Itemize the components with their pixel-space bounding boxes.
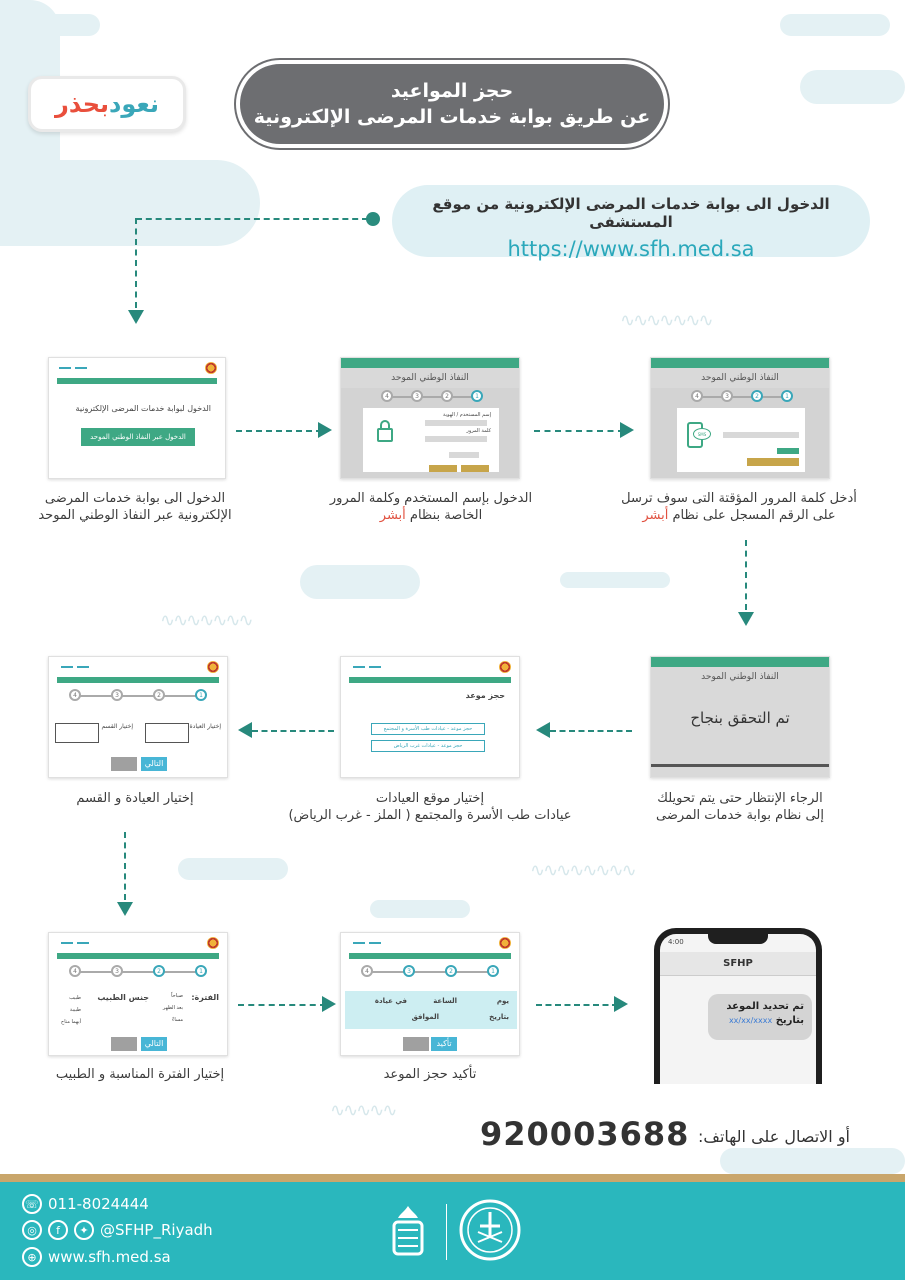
bg-blob <box>560 572 670 588</box>
progress-step-active: 3 <box>403 965 415 977</box>
lock-shackle <box>380 420 390 430</box>
step8-line1: تأكيد حجز الموعد <box>383 1067 477 1082</box>
flow-connector <box>136 218 368 220</box>
choose-dept-label: إختيار القسم <box>101 723 133 730</box>
progress-line <box>73 695 203 697</box>
bg-wave: ∿∿∿∿∿∿∿ <box>160 610 252 631</box>
next-button[interactable]: التالي <box>141 757 167 771</box>
emblem-divider <box>446 1204 447 1260</box>
moh-logo-icon <box>499 661 511 673</box>
globe-icon: ⊕ <box>22 1247 42 1267</box>
sms-message <box>708 994 812 1040</box>
step6-caption <box>30 790 240 807</box>
username-label: إسم المستخدم / الهوية <box>443 412 491 418</box>
bg-blob <box>20 14 100 36</box>
phone-notch <box>708 934 768 944</box>
screen-clinic-dept <box>48 656 228 778</box>
progress-line <box>695 396 791 398</box>
contact-label: أو الاتصال على الهاتف: <box>698 1127 850 1146</box>
login-button[interactable] <box>429 465 457 472</box>
next-button[interactable]: التالي <box>141 1037 167 1051</box>
facebook-icon[interactable]: f <box>48 1220 68 1240</box>
step8-caption <box>320 1066 540 1083</box>
progress-step: 3 <box>111 965 123 977</box>
dept-select[interactable] <box>55 723 99 743</box>
captcha-field[interactable] <box>449 452 479 458</box>
back-button[interactable] <box>111 757 137 771</box>
decor-line <box>353 666 365 668</box>
step7-line1: إختيار الفترة المناسبة و الطبيب <box>55 1067 225 1082</box>
progress-step: 4 <box>69 689 81 701</box>
bg-wave: ∿∿∿∿∿∿∿ <box>620 310 712 331</box>
confirm-clinic-label: في عيادة <box>374 997 407 1005</box>
bg-wave: ∿∿∿∿∿∿∿∿ <box>530 860 635 881</box>
progress-step: 2 <box>441 390 453 402</box>
step7-caption <box>30 1066 250 1083</box>
progress-step-done: 1 <box>195 965 207 977</box>
sms-date: xx/xx/xxxx <box>728 1016 773 1025</box>
arrow-down-icon <box>128 310 144 324</box>
arrow-down-icon <box>738 612 754 626</box>
flow-connector <box>135 218 137 308</box>
step3-line2 <box>608 507 870 524</box>
instagram-icon[interactable]: ◎ <box>22 1220 42 1240</box>
decor-line <box>75 367 87 369</box>
contact-phone <box>480 1115 850 1155</box>
moh-logo-icon <box>499 937 511 949</box>
lock-icon <box>377 428 393 442</box>
footer-phone[interactable]: 011-8024444 <box>48 1195 149 1213</box>
progress-step-active: 2 <box>153 965 165 977</box>
step3-caption <box>608 490 870 524</box>
step4-caption <box>620 790 860 824</box>
step4-line2: إلى نظام بوابة خدمات المرضى <box>656 808 824 823</box>
portal-title-text: الدخول لبوابة خدمات المرضى الإلكترونية <box>75 404 211 413</box>
flow-start-dot <box>366 212 380 226</box>
confirm-time-label: الساعة <box>433 997 457 1005</box>
ministry-emblem-icon <box>458 1198 522 1262</box>
password-field[interactable] <box>425 436 487 442</box>
screen-header-bar <box>57 378 217 384</box>
phone-sms-preview <box>654 928 822 1084</box>
title-line-2: عن طريق بوابة خدمات المرضى الإلكترونية <box>253 106 651 128</box>
bg-wave: ∿∿∿∿∿ <box>330 1100 396 1121</box>
cancel-button[interactable] <box>461 465 489 472</box>
sms-line1: تم تحديد الموعد <box>726 1001 804 1012</box>
step2-caption <box>306 490 556 524</box>
decor-line <box>77 942 89 944</box>
intro-url-link[interactable]: https://www.sfh.med.sa <box>507 237 755 261</box>
decor-line <box>369 666 381 668</box>
bg-blob <box>780 14 890 36</box>
screen-verified <box>650 656 830 778</box>
screen-portal-login <box>48 357 226 479</box>
logo-text-b: بحذر <box>55 90 110 118</box>
nafath-header: النفاذ الوطني الموحد <box>341 368 519 388</box>
step5-caption <box>280 790 580 824</box>
progress-step: 3 <box>411 390 423 402</box>
progress-step: 2 <box>153 689 165 701</box>
back-button[interactable] <box>111 1037 137 1051</box>
arrow-right-icon <box>614 996 628 1012</box>
progress-line <box>73 971 203 973</box>
confirm-greg-label: الموافق <box>411 1013 439 1021</box>
sms-date-label: بتاريخ <box>775 1015 804 1026</box>
title-line-1: حجز المواعيد <box>390 80 514 102</box>
decor-line <box>61 666 73 668</box>
period-evening-radio[interactable]: مساءً <box>171 1017 183 1023</box>
screen-header-bar <box>349 677 511 683</box>
bg-blob <box>370 900 470 918</box>
confirm-panel <box>345 991 517 1029</box>
book-option-west[interactable]: حجز موعد - عيادات غرب الرياض <box>371 740 485 752</box>
screen-header-bar <box>651 358 829 368</box>
nafath-login-button[interactable]: الدخول عبر النفاذ الوطني الموحد <box>81 428 195 446</box>
phone-time: 4:00 <box>668 938 684 946</box>
arrow-right-icon <box>318 422 332 438</box>
step1-line1: الدخول الى بوابة خدمات المرضى <box>44 491 226 506</box>
clinic-select[interactable] <box>145 723 189 743</box>
period-noon-radio[interactable]: بعد الظهر <box>162 1005 183 1011</box>
screen-otp <box>650 357 830 479</box>
doctor-any-radio[interactable]: أيهما متاح <box>60 1019 81 1025</box>
screen-header-bar <box>57 953 219 959</box>
progress-line <box>365 971 495 973</box>
screen-absher-login <box>340 357 520 479</box>
doctor-female-radio[interactable]: طبيبة <box>69 1007 81 1013</box>
otp-field[interactable] <box>723 432 799 438</box>
flow-connector <box>745 540 747 610</box>
decor-line <box>353 942 365 944</box>
progress-step: 4 <box>69 965 81 977</box>
moh-logo-icon <box>207 661 219 673</box>
absher-word: أبشر <box>642 508 669 523</box>
step3-line2-text: على الرقم المسجل على نظام <box>668 508 836 523</box>
screen-confirm <box>340 932 520 1056</box>
decor-line <box>61 942 73 944</box>
period-morning-radio[interactable]: صباحاً <box>171 993 183 999</box>
flow-connector <box>534 430 624 432</box>
footer-line <box>651 764 829 767</box>
footer-website[interactable]: www.sfh.med.sa <box>48 1248 171 1266</box>
progress-step-active: 2 <box>751 390 763 402</box>
progress-line <box>385 396 481 398</box>
step5-line2: عيادات طب الأسرة والمجتمع ( الملز - غرب الرياض) <box>288 808 572 823</box>
step4-line1: الرجاء الإنتظار حتى يتم تحويلك <box>657 791 823 806</box>
arrow-left-icon <box>536 722 550 738</box>
step2-line2 <box>306 507 556 524</box>
book-title: حجز موعد <box>465 691 505 700</box>
logo-text-a: نعود <box>109 90 159 118</box>
verified-text: تم التحقق بنجاح <box>690 709 790 727</box>
footer-social-row <box>22 1220 213 1240</box>
sender-name: SFHP <box>723 958 753 969</box>
screen-header-bar <box>349 953 511 959</box>
arrow-down-icon <box>117 902 133 916</box>
confirm-date-label: بتاريخ <box>489 1013 509 1021</box>
phone-icon: ☏ <box>22 1194 42 1214</box>
progress-step-done: 1 <box>487 965 499 977</box>
decor-line <box>369 942 381 944</box>
flow-connector <box>550 730 632 732</box>
arrow-left-icon <box>238 722 252 738</box>
flow-connector <box>252 730 334 732</box>
intro-bubble <box>392 185 870 261</box>
progress-step-done: 1 <box>781 390 793 402</box>
step1-line2: الإلكترونية عبر النفاذ الوطني الموحد <box>38 508 232 523</box>
password-label: كلمة المرور <box>466 428 491 434</box>
flow-connector <box>236 430 322 432</box>
submit-button[interactable] <box>747 458 799 466</box>
step2-line2-text: الخاصة بنظام <box>405 508 483 523</box>
progress-step: 3 <box>111 689 123 701</box>
step5-line1: إختيار موقع العيادات <box>375 791 485 806</box>
bg-blob <box>800 70 905 104</box>
sms-line2 <box>716 1014 804 1028</box>
period-label: الفترة: <box>191 993 219 1002</box>
username-field[interactable] <box>425 420 487 426</box>
progress-step-active: 1 <box>195 689 207 701</box>
step6-line1: إختيار العيادة و القسم <box>76 791 194 806</box>
arrow-right-icon <box>322 996 336 1012</box>
confirm-day-label: يوم <box>496 997 509 1005</box>
book-option-family[interactable]: حجز موعد - عيادات طب الأسرة و المجتمع <box>371 723 485 735</box>
progress-step: 4 <box>691 390 703 402</box>
screen-header-bar <box>651 657 829 667</box>
arrow-right-icon <box>620 422 634 438</box>
footer-social-handle[interactable]: @SFHP_Riyadh <box>100 1221 213 1239</box>
decor-line <box>77 666 89 668</box>
verify-button[interactable] <box>777 448 799 454</box>
step1-caption <box>20 490 250 524</box>
nafath-header: النفاذ الوطني الموحد <box>651 368 829 388</box>
step2-line1: الدخول بإسم المستخدم وكلمة المرور <box>329 491 533 506</box>
screen-header-bar <box>57 677 219 683</box>
bg-blob <box>0 160 260 246</box>
vision-2030-emblem-icon <box>386 1204 430 1260</box>
progress-step: 4 <box>381 390 393 402</box>
choose-clinic-label: إختيار العيادة <box>189 723 221 730</box>
page-title <box>236 60 668 148</box>
flow-connector <box>124 832 126 900</box>
bg-blob <box>178 858 288 880</box>
footer-phone-row <box>22 1194 149 1214</box>
confirm-button[interactable]: تأكيد <box>431 1037 457 1051</box>
moh-logo-icon <box>205 362 217 374</box>
decor-line <box>59 367 71 369</box>
screen-header-bar <box>341 358 519 368</box>
progress-step: 3 <box>721 390 733 402</box>
nafath-header: النفاذ الوطني الموحد <box>651 667 829 687</box>
screen-period-doctor <box>48 932 228 1056</box>
footer-gold-strip <box>0 1174 905 1182</box>
contact-number[interactable]: 920003688 <box>480 1115 690 1153</box>
screen-book-location <box>340 656 520 778</box>
flow-connector <box>536 1004 618 1006</box>
sms-bubble: SMS <box>693 428 711 440</box>
back-button[interactable] <box>403 1037 429 1051</box>
intro-text: الدخول الى بوابة خدمات المرضى الإلكترونية من موقع المستشفى <box>432 195 830 231</box>
doctor-male-radio[interactable]: طبيب <box>69 995 81 1001</box>
footer-web-row <box>22 1247 171 1267</box>
twitter-icon[interactable]: ✦ <box>74 1220 94 1240</box>
doctor-gender-label: جنس الطبيب <box>97 993 149 1002</box>
progress-step: 4 <box>361 965 373 977</box>
bg-blob <box>300 565 420 599</box>
progress-step-done: 2 <box>445 965 457 977</box>
step3-line1: أدخل كلمة المرور المؤقتة التى سوف ترسل <box>621 491 857 506</box>
absher-word: أبشر <box>379 508 406 523</box>
progress-step-active: 1 <box>471 390 483 402</box>
moh-logo-icon <box>207 937 219 949</box>
campaign-logo <box>28 76 186 132</box>
flow-connector <box>238 1004 326 1006</box>
